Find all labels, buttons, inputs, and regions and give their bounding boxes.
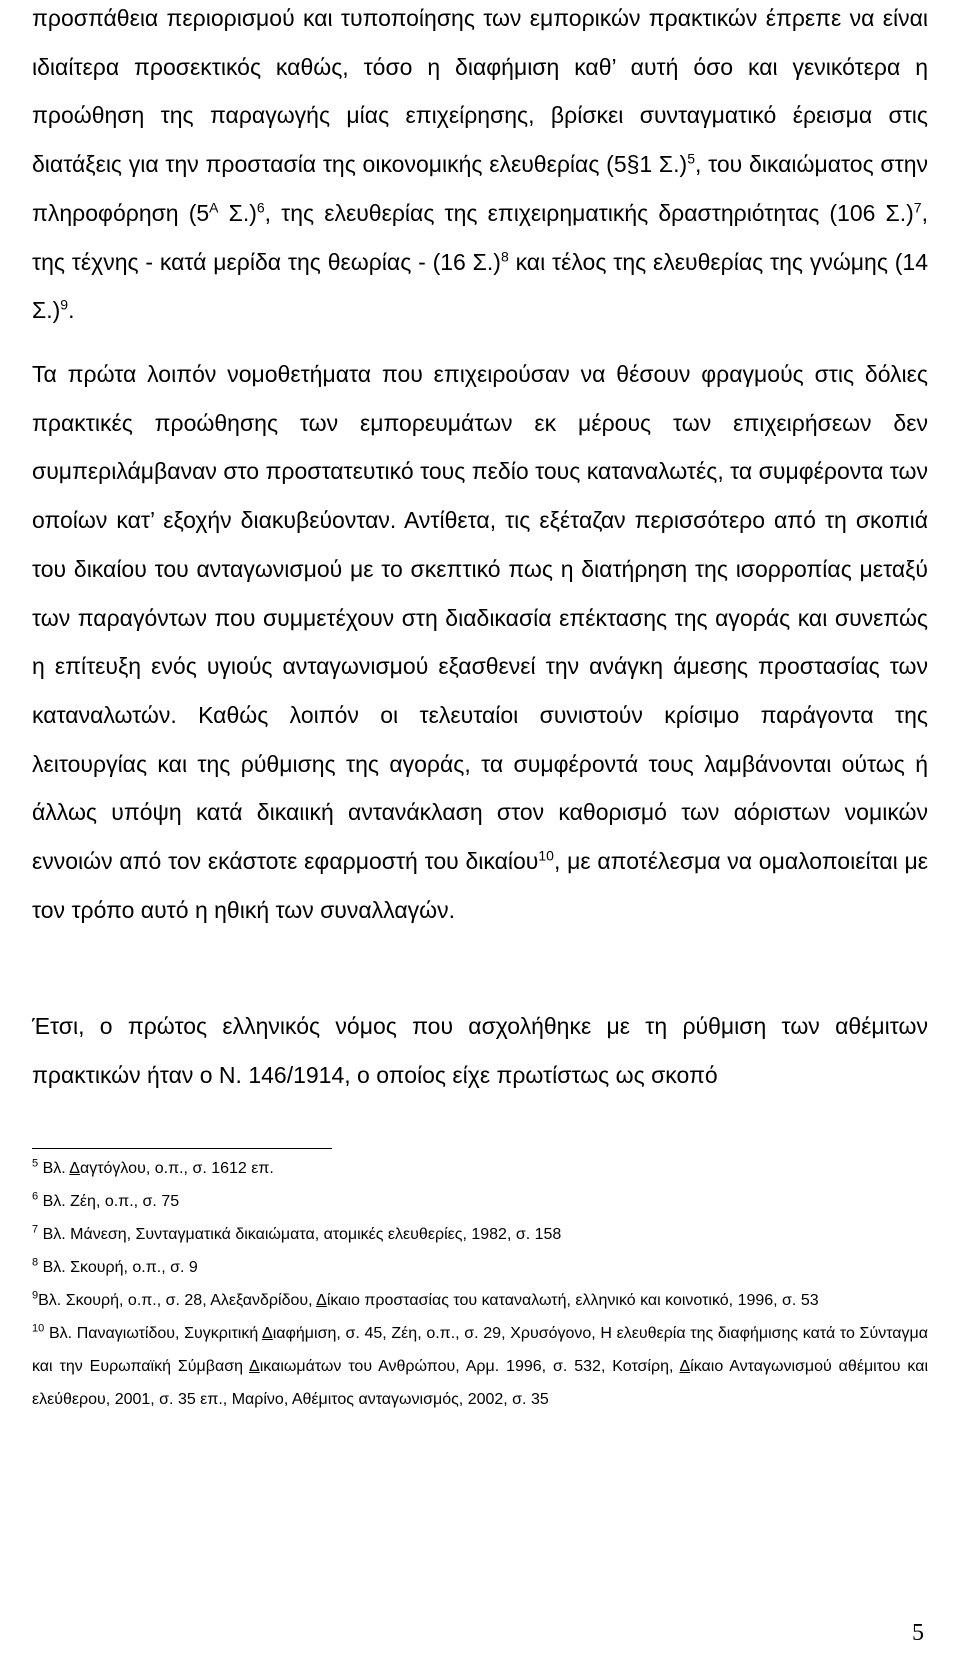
underlined-letter: Δ bbox=[69, 1160, 80, 1177]
footnote-text: αγτόγλου, ο.π., σ. 1612 επ. bbox=[79, 1160, 274, 1177]
footnote-text: ιαφήμιση, σ. 45, Ζέη, ο.π., σ. 29, Χρυσόγονο, Η ελευθερία της διαφήμισης κατά το Σύνταγμα και την Ευρωπαϊκή Σύμβαση bbox=[32, 1325, 929, 1375]
text-run: , με αποτέλεσμα να ομαλοποιείται με τον τρόπο αυτό η ηθική των συναλλαγών. bbox=[32, 848, 928, 923]
footnote-8 bbox=[32, 1251, 928, 1284]
footnote-number: 6 bbox=[32, 1190, 39, 1203]
text-run: προσπάθεια περιορισμού και τυποποίησης των εμπορικών πρακτικών έπρεπε να είναι ιδιαίτερα προσεκτικός καθώς, τόσο η διαφήμιση καθ’ αυτή όσο και γενικότερα η προώθηση της παραγωγής μίας επιχείρησης, βρίσκει συνταγματικό έρεισμα στις διατάξεις για την προστασία της οικονομικής ελευθερίας (5 bbox=[32, 5, 928, 178]
footnote-text: Βλ. Σκουρή, ο.π., σ. 28, Αλεξανδρίδου, bbox=[38, 1292, 317, 1309]
underlined-letter: Δ bbox=[249, 1358, 260, 1375]
footnote-text: ίκαιο προστασίας του καταναλωτή, ελληνικό και κοινοτικό, 1996, σ. 53 bbox=[326, 1292, 819, 1309]
footnote-7 bbox=[32, 1218, 928, 1251]
body-paragraph-2 bbox=[32, 350, 928, 934]
footnote-number: 9 bbox=[32, 1289, 39, 1302]
footnote-ref-10[interactable]: 10 bbox=[538, 847, 554, 864]
footnote-ref-8[interactable]: 8 bbox=[500, 247, 509, 264]
footnote-text: Βλ. Ζέη, ο.π., σ. 75 bbox=[42, 1193, 180, 1210]
footnote-9 bbox=[32, 1284, 928, 1317]
text-run: και τέλος της ελευθερίας της γνώμης (14 Σ.) bbox=[32, 248, 928, 324]
footnote-text: ίκαιο Ανταγωνισμού αθέμιτου και ελεύθερου, 2001, σ. 35 επ., Μαρίνο, Αθέμιτος ανταγωνισμός, 2002, σ. 35 bbox=[32, 1358, 929, 1408]
footnote-5 bbox=[32, 1152, 928, 1185]
page-number: 5 bbox=[912, 1620, 924, 1646]
text-run: , του δικαιώματος στην πληροφόρηση (5 bbox=[32, 151, 928, 226]
footnote-text: Βλ. Μάνεση, Συνταγματικά δικαιώματα, ατομικές ελευθερίες, 1982, σ. 158 bbox=[42, 1226, 562, 1243]
text-run: Τα πρώτα λοιπόν νομοθετήματα που επιχειρούσαν να θέσουν φραγμούς στις δόλιες πρακτικές προώθησης των εμπορευμάτων εκ μέρους των επιχειρήσεων δεν συμπεριλάμβαναν στο προστατευτικό τους πεδίο τους καταναλωτές, τα συμφέροντα των οποίων κατ’ εξοχήν διακυβεύονταν. Αντίθετα, τις εξέταζαν περισσότερο από τη σκοπιά του δικαίου του ανταγωνισμού με το σκεπτικό πως η διατήρηση της ισορροπίας μεταξύ των παραγόντων που συμμετέχουν στη διαδικασία επέκτασης της αγοράς και συνεπώς η επίτευξη ενός υγιούς ανταγωνισμού εξασθενεί την ανάγκη άμεσης προστασίας των καταναλωτών. Καθώς λοιπόν οι τελευταίοι συνιστούν κρίσιμο παράγοντα της λειτουργίας και της ρύθμισης της αγοράς, τα συμφέροντά τους λαμβάνονται ούτως ή άλλως υπόψη κατά δικαιική αντανάκλαση στον καθορισμό των αόριστων νομικών εννοιών από τον εκάστοτε εφαρμοστή του δικαίου bbox=[32, 361, 928, 875]
footnote-text: Βλ. bbox=[42, 1160, 70, 1177]
footnote-number: 8 bbox=[32, 1256, 39, 1269]
footnote-ref-6[interactable]: 6 bbox=[256, 199, 265, 216]
footnote-text: Βλ. Σκουρή, ο.π., σ. 9 bbox=[42, 1259, 198, 1276]
text-run: . bbox=[68, 297, 75, 324]
footnote-6 bbox=[32, 1185, 928, 1218]
text-run: , της ελευθερίας της επιχειρηματικής δραστηριότητας (106 Σ.) bbox=[264, 199, 914, 226]
footnote-text: Βλ. Παναγιωτίδου, Συγκριτική bbox=[48, 1325, 263, 1342]
footnote-10 bbox=[32, 1317, 928, 1416]
footnote-ref-5[interactable]: 5 bbox=[687, 150, 695, 167]
footnotes bbox=[32, 1152, 928, 1416]
underlined-letter: Δ bbox=[316, 1292, 327, 1309]
footnote-number: 10 bbox=[32, 1322, 45, 1335]
body-paragraph-3 bbox=[32, 1002, 928, 1099]
body-paragraph-1 bbox=[32, 0, 928, 335]
superscript-alpha: Α bbox=[209, 199, 219, 216]
underlined-letter: Δ bbox=[262, 1325, 273, 1342]
text-run: 1 Σ.) bbox=[639, 151, 688, 178]
underlined-letter: Δ bbox=[679, 1358, 691, 1375]
footnote-number: 7 bbox=[32, 1223, 39, 1236]
text-run: , της τέχνης - κατά μερίδα της θεωρίας - (16 Σ.) bbox=[32, 199, 928, 275]
footnote-number: 5 bbox=[32, 1157, 39, 1170]
text-run: Έτσι, ο πρώτος ελληνικός νόμος που ασχολήθηκε με τη ρύθμιση των αθέμιτων πρακτικών ήταν ο Ν. 146/1914, ο οποίος είχε πρωτίστως ως σκοπό bbox=[32, 1013, 928, 1088]
footnote-separator bbox=[32, 1148, 332, 1149]
section-sign: § bbox=[626, 151, 640, 178]
footnote-ref-7[interactable]: 7 bbox=[913, 199, 922, 216]
text-run: Σ.) bbox=[218, 199, 257, 226]
footnote-text: ικαιωμάτων του Ανθρώπου, Αρμ. 1996, σ. 532, Κοτσίρη, bbox=[259, 1358, 680, 1375]
footnote-ref-9[interactable]: 9 bbox=[60, 296, 69, 313]
